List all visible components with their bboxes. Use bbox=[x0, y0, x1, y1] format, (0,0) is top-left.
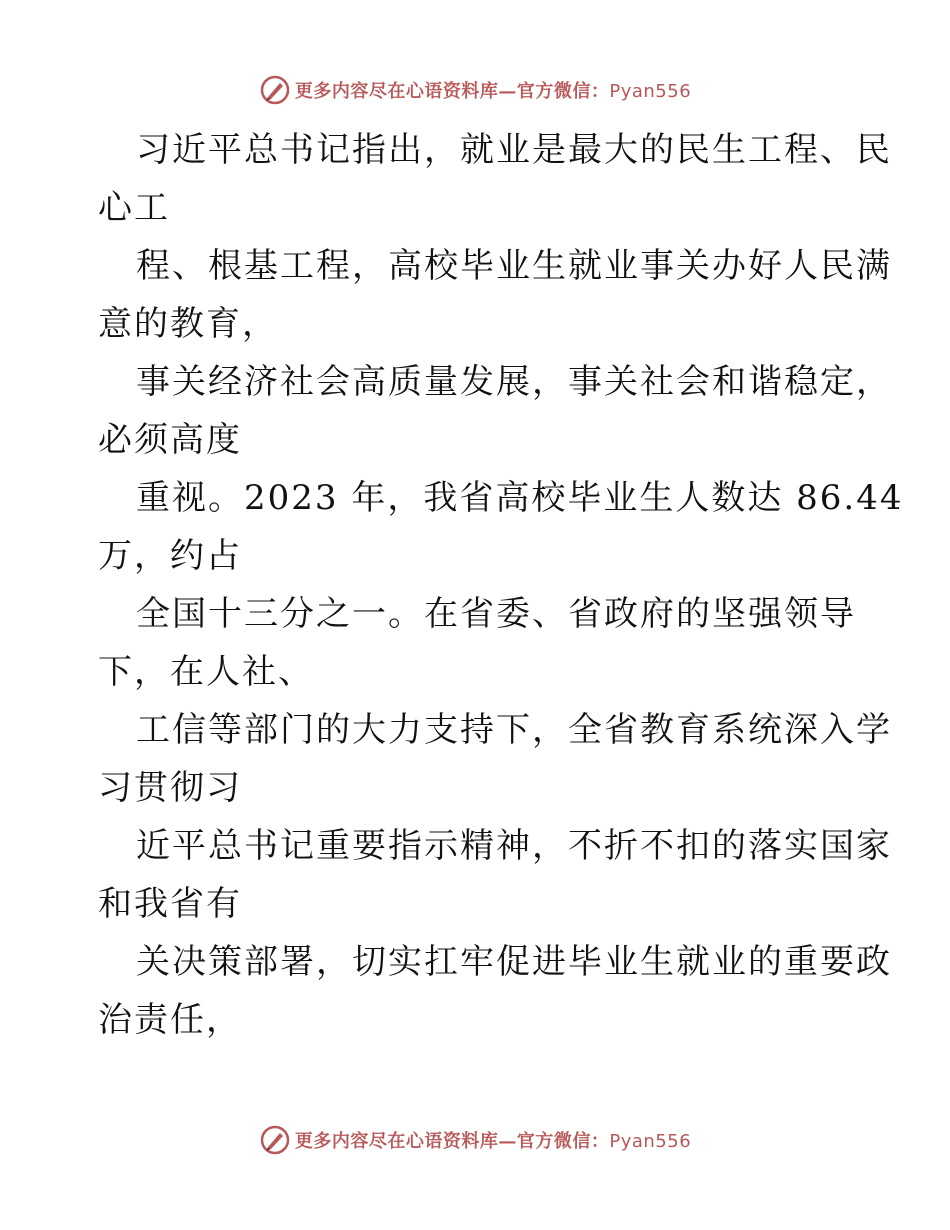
body-line-11: 工信等部门的大力支持下，全省教育系统深入学 bbox=[136, 710, 892, 750]
body-line-5: 事关经济社会高质量发展，事关社会和谐稳定， bbox=[136, 362, 892, 402]
pen-logo-icon bbox=[259, 74, 291, 106]
footer-wechat-id: Pyan556 bbox=[609, 1131, 692, 1152]
body-line-12: 习贯彻习 bbox=[98, 768, 242, 808]
body-line-1: 习近平总书记指出，就业是最大的民生工程、民 bbox=[136, 130, 892, 170]
footer-watermark-banner bbox=[0, 1120, 950, 1160]
body-line-6: 必须高度 bbox=[98, 420, 242, 460]
header-watermark-text: 更多内容尽在心语资料库—官方微信：Pyan556 bbox=[294, 81, 692, 102]
body-line-15: 关决策部署，切实扛牢促进毕业生就业的重要政 bbox=[136, 942, 892, 982]
header-wechat-id: Pyan556 bbox=[609, 81, 692, 102]
body-line-8: 万，约占 bbox=[98, 536, 242, 576]
body-line-7: 重视。2023 年，我省高校毕业生人数达 86.44 bbox=[136, 478, 904, 518]
footer-watermark-text: 更多内容尽在心语资料库—官方微信：Pyan556 bbox=[294, 1131, 692, 1152]
body-line-16: 治责任， bbox=[98, 1000, 242, 1040]
body-line-14: 和我省有 bbox=[98, 884, 242, 924]
body-line-10: 下，在人社、 bbox=[98, 652, 314, 692]
pen-logo-icon bbox=[259, 1124, 291, 1156]
body-line-9: 全国十三分之一。在省委、省政府的坚强领导 bbox=[136, 594, 856, 634]
body-line-3: 程、根基工程，高校毕业生就业事关办好人民满 bbox=[136, 246, 892, 286]
header-watermark-banner bbox=[0, 70, 950, 110]
body-line-4: 意的教育， bbox=[98, 304, 278, 344]
body-line-2: 心工 bbox=[98, 188, 170, 228]
body-line-13: 近平总书记重要指示精神，不折不扣的落实国家 bbox=[136, 826, 892, 866]
